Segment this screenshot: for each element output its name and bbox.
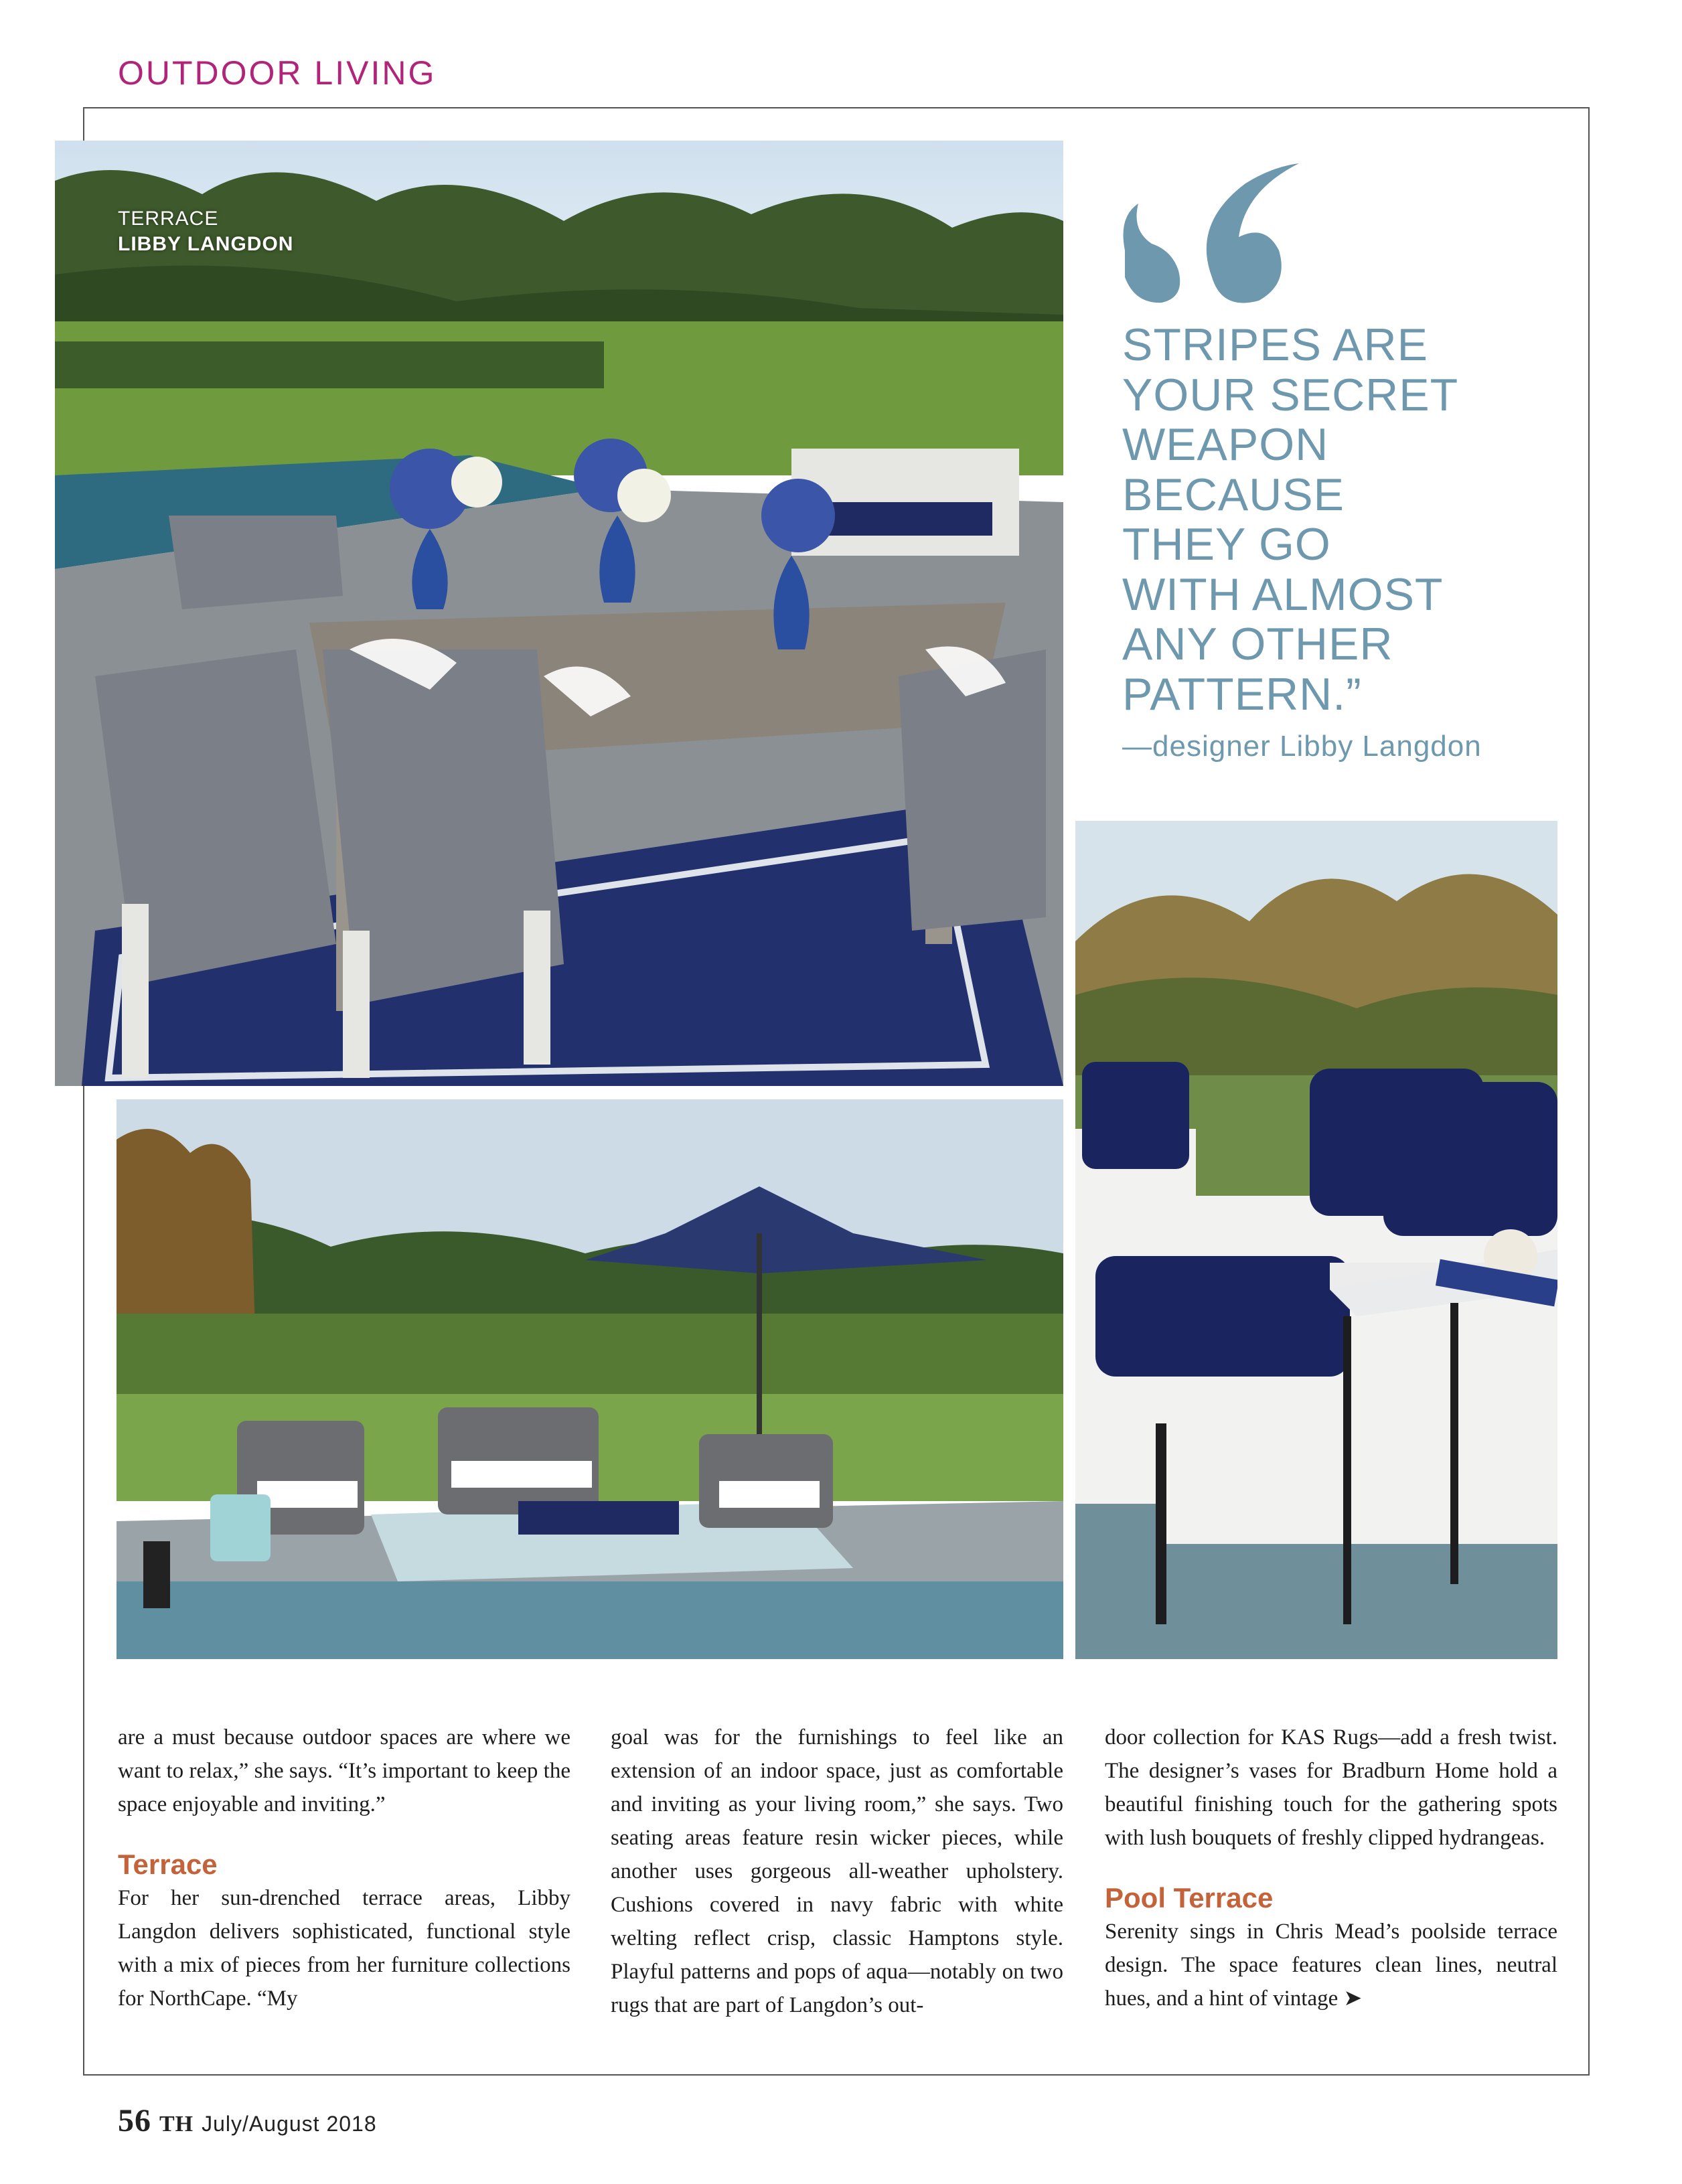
page-number: 56 <box>118 2103 151 2138</box>
issue-date: July/August 2018 <box>202 2112 377 2136</box>
section-label: OUTDOOR LIVING <box>118 54 437 92</box>
quote-line: PATTERN.” <box>1122 668 1362 720</box>
quote-line: ANY OTHER <box>1122 619 1393 670</box>
quote-line: WITH ALMOST <box>1122 568 1444 620</box>
photo-caption <box>118 206 293 257</box>
caption-designer: LIBBY LANGDON <box>118 233 294 255</box>
continue-arrow-icon: ➤ <box>1343 1986 1363 2011</box>
article-column-1 <box>118 1721 570 2015</box>
quote-line: YOUR SECRET <box>1122 369 1459 420</box>
article-column-3 <box>1105 1721 1557 2015</box>
pool-seating-photo <box>117 1099 1063 1659</box>
article-column-2 <box>611 1721 1063 2022</box>
subhead-terrace: Terrace <box>118 1849 218 1880</box>
terrace-dining-photo <box>55 141 1063 1086</box>
quote-line: THEY GO <box>1122 519 1331 570</box>
quote-line: BECAUSE <box>1122 469 1345 520</box>
magazine-name: TH <box>159 2112 194 2136</box>
pull-quote <box>1122 320 1551 719</box>
page-footer <box>118 2102 377 2139</box>
article-paragraph: For her sun-drenched terrace areas, Libby Langdon delivers sophisticated, functional style with a mix of pieces from her furniture collections for NorthCape. “My <box>118 1886 570 2011</box>
article-paragraph: are a must because outdoor spaces are where we want to relax,” she says. “It’s important to keep the space enjoyable and inviting.” <box>118 1725 570 1816</box>
article-paragraph: Serenity sings in Chris Mead’s poolside terrace design. The space features clean lines, neutral hues, and a hint of vintage <box>1105 1920 1557 2011</box>
quote-line: STRIPES ARE <box>1122 319 1428 370</box>
article-paragraph: door collection for KAS Rugs—add a fresh twist. The designer’s vases for Bradburn Home hold a beautiful finishing touch for the gathering spots with lush bouquets of freshly clipped hydrangeas. <box>1105 1725 1557 1850</box>
caption-location: TERRACE <box>118 208 219 230</box>
subhead-pool-terrace: Pool Terrace <box>1105 1882 1274 1914</box>
quote-attribution: —designer Libby Langdon <box>1122 730 1482 763</box>
lounge-chairs-photo <box>1075 821 1557 1659</box>
article-paragraph: goal was for the furnishings to feel like an extension of an indoor space, just as comfortable and inviting as your living room,” she says. Two seating areas feature resin wicker pieces, while another uses gorgeous all-weather upholstery. Cushions covered in navy fabric with white welting reflect crisp, classic Hamptons style. Playful patterns and pops of aqua—notably on two rugs that are part of Langdon’s out- <box>611 1725 1063 2017</box>
quote-line: WEAPON <box>1122 419 1329 470</box>
quote-mark-icon <box>1112 143 1312 317</box>
